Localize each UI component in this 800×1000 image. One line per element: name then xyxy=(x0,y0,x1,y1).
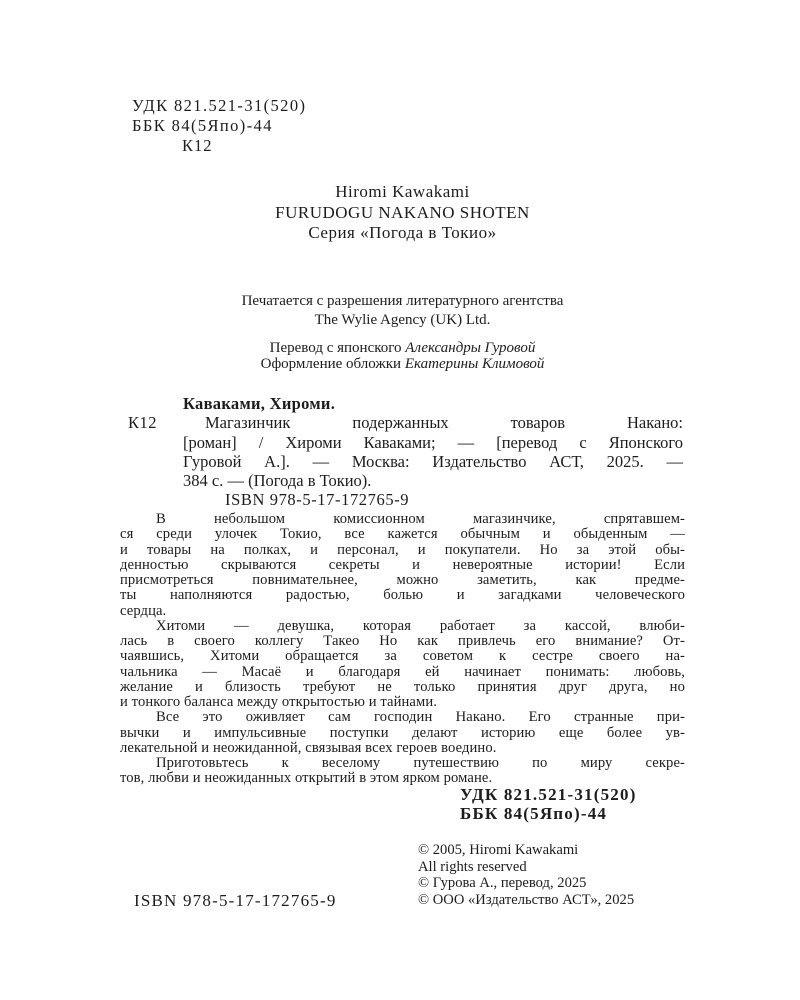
annotation-paragraph-1 xyxy=(120,512,685,619)
annotation-line: и тонкого баланса между открытостью и тайнами. xyxy=(120,694,437,710)
credits-block xyxy=(120,341,685,373)
annotation-line: тов, любви и неожиданных открытий в этом ярком романе. xyxy=(120,770,493,787)
translation-credit xyxy=(120,341,685,357)
isbn-catalog: ISBN 978-5-17-172765-9 xyxy=(225,490,410,510)
design-label: Оформление обложки xyxy=(260,355,405,372)
catalog-author-heading: Каваками, Хироми. xyxy=(183,394,336,413)
catalog-line: Магазинчик подержанных товаров Накано: xyxy=(205,413,683,433)
catalog-card-entry xyxy=(128,394,683,510)
cover-design-credit xyxy=(120,357,685,373)
bbk-code-bottom: ББК 84(5Япо)-44 xyxy=(460,803,608,823)
annotation-paragraph-4 xyxy=(120,756,685,787)
annotation-paragraph-3 xyxy=(120,710,685,756)
annotation-line: денностью скрываются секреты и невероятные истории! Если xyxy=(120,556,685,573)
annotation-line: Все это оживляет сам господин Накано. Его странные при- xyxy=(156,709,685,726)
classification-codes-bottom xyxy=(460,786,637,823)
title-block xyxy=(120,182,685,244)
annotation-line: чаявшись, Хитоми обращается за советом к сестре своего на- xyxy=(120,648,685,665)
copyright-line: © Гурова А., перевод, 2025 xyxy=(418,875,587,892)
annotation-line: лекательной и неожиданной, связывая всех героев воедино. xyxy=(120,739,497,756)
annotation-line: чальника — Масаё и благодаря ей начинает понимать: любовь, xyxy=(120,663,685,680)
annotation-line: присмотреться повнимательнее, можно заметить, как предме- xyxy=(120,572,685,588)
udk-code-bottom: УДК 821.521-31(520) xyxy=(460,785,637,804)
annotation-block xyxy=(120,512,685,787)
isbn-bottom: ISBN 978-5-17-172765-9 xyxy=(134,891,337,910)
annotation-line: и товары на полках, и персонал, и покупатели. Но за этой обы- xyxy=(120,541,685,558)
agency-line-1: Печатается с разрешения литературного агентства xyxy=(241,293,564,309)
book-title-latin: FURUDOGU NAKANO SHOTEN xyxy=(275,202,530,222)
author-sign-top: К12 xyxy=(182,136,213,155)
annotation-line: ся среди улочек Токио, все кажется обычным и обыденным — xyxy=(120,526,685,543)
copyright-line: © 2005, Hiromi Kawakami xyxy=(418,842,579,858)
agency-notice xyxy=(120,292,685,330)
copyright-line: © ООО «Издательство АСТ», 2025 xyxy=(418,891,635,908)
translator-name: Александры Гуровой xyxy=(405,340,536,356)
annotation-line: ты наполняются радостью, болью и загадками человеческого xyxy=(120,587,685,604)
agency-line-2: The Wylie Agency (UK) Ltd. xyxy=(314,312,491,328)
copyright-line: All rights reserved xyxy=(418,858,527,875)
author-name-latin: Hiromi Kawakami xyxy=(335,182,470,201)
catalog-line: [роман] / Хироми Каваками; — [перевод с Японского xyxy=(183,432,683,452)
catalog-line: Гуровой А.]. — Москва: Издательство АСТ, 2025. — xyxy=(183,451,683,471)
catalog-author-sign: К12 xyxy=(128,413,158,433)
annotation-line: В небольшом комиссионном магазинчике, спрятавшем- xyxy=(156,511,685,527)
series-name: Серия «Погода в Токио» xyxy=(308,223,497,242)
bbk-code-top: ББК 84(5Япо)-44 xyxy=(132,116,273,135)
annotation-line: сердца. xyxy=(120,602,167,619)
annotation-line: Хитоми — девушка, которая работает за кассой, влюби- xyxy=(156,617,685,634)
copyright-block xyxy=(418,842,634,908)
annotation-line: желание и близость требуют не только принятия друг друга, но xyxy=(120,678,685,695)
annotation-line: вычки и импульсивные поступки делают историю еще более ув- xyxy=(120,724,685,741)
annotation-line: лась в своего коллегу Такео Но как привлечь его внимание? От- xyxy=(120,633,685,649)
annotation-line: Приготовьтесь к веселому путешествию по миру секре- xyxy=(156,755,685,771)
catalog-line: 384 с. — (Погода в Токио). xyxy=(183,471,372,491)
designer-name: Екатерины Климовой xyxy=(404,355,545,372)
translation-label: Перевод с японского xyxy=(269,340,406,356)
classification-codes-top xyxy=(132,96,306,156)
annotation-paragraph-2 xyxy=(120,619,685,711)
udk-code-top: УДК 821.521-31(520) xyxy=(132,96,307,115)
